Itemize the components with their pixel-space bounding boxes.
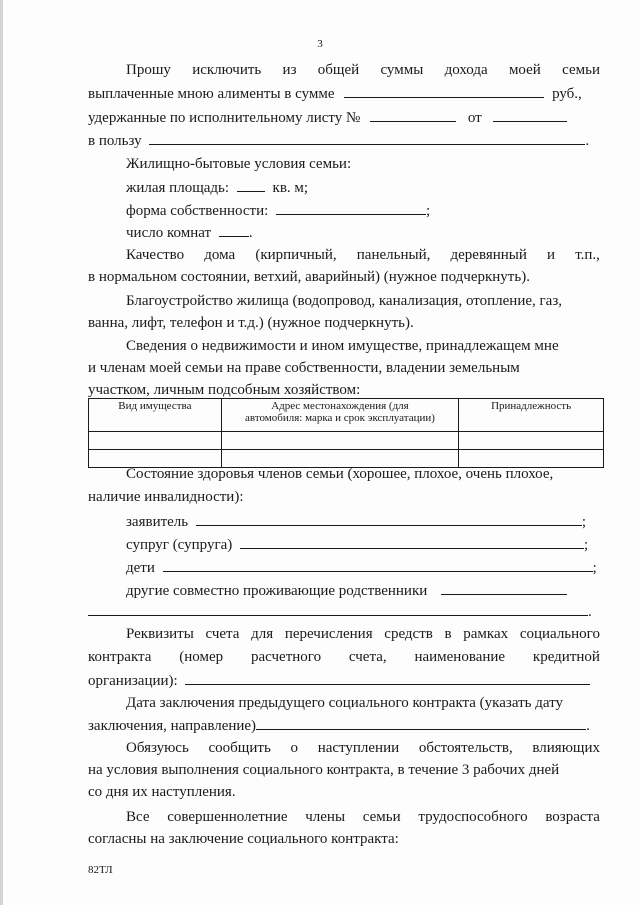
health-relatives-continuation: . bbox=[88, 602, 592, 621]
paragraph-word: дохода bbox=[444, 62, 488, 78]
page-number: 3 bbox=[317, 38, 323, 50]
paragraph-word: контракта bbox=[88, 649, 152, 665]
obligation-line-2: на условия выполнения социального контракта, в течение 3 рабочих дней bbox=[88, 762, 560, 778]
paragraph-word: (кирпичный, bbox=[255, 247, 337, 263]
property-line-2: и членам моей семьи на праве собственности, владении земельным bbox=[88, 360, 520, 376]
paragraph-word: счета, bbox=[348, 649, 387, 665]
consent-line-1 bbox=[126, 808, 600, 826]
rooms-line: число комнат . bbox=[126, 225, 253, 241]
consent-line-2: согласны на заключение социального контракта: bbox=[88, 831, 399, 847]
obligation-line-1 bbox=[126, 739, 600, 757]
writ-number-field[interactable] bbox=[370, 108, 456, 122]
paragraph-word: возраста bbox=[545, 809, 600, 825]
writ-date-field[interactable] bbox=[493, 108, 567, 122]
house-quality-line-1 bbox=[126, 246, 600, 264]
paragraph-word: наименование bbox=[414, 649, 506, 665]
property-table bbox=[88, 398, 604, 468]
paragraph-word: трудоспособного bbox=[418, 809, 528, 825]
living-area-line: жилая площадь: кв. м; bbox=[126, 180, 309, 196]
paragraph-word: кредитной bbox=[532, 649, 600, 665]
property-type-header: Вид имущества bbox=[89, 399, 222, 432]
footer-code: 82ТЛ bbox=[88, 864, 113, 876]
paragraph-word: Качество bbox=[126, 247, 185, 263]
paragraph-word: расчетного bbox=[250, 649, 322, 665]
health-relatives-line: другие совместно проживающие родственники bbox=[126, 581, 567, 600]
living-area-field[interactable] bbox=[237, 178, 265, 192]
health-children-line: дети ; bbox=[126, 560, 597, 576]
rooms-field[interactable] bbox=[219, 223, 249, 237]
house-quality-line-2: в нормальном состоянии, ветхий, аварийный) (нужное подчеркнуть). bbox=[88, 269, 530, 285]
paragraph-word: деревянный bbox=[450, 247, 527, 263]
table-row bbox=[89, 432, 604, 450]
paragraph-word: социального bbox=[519, 626, 600, 642]
paragraph-word: моей bbox=[508, 62, 541, 78]
previous-contract-line-1: Дата заключения предыдущего социального контракта (указать дату bbox=[126, 695, 563, 711]
property-line-1: Сведения о недвижимости и ином имуществе, принадлежащем мне bbox=[126, 338, 559, 354]
applicant-health-field[interactable] bbox=[196, 512, 582, 526]
paragraph-word: Все bbox=[126, 809, 150, 825]
paragraph-word: обстоятельств, bbox=[418, 740, 513, 756]
spouse-health-field[interactable] bbox=[240, 535, 584, 549]
health-spouse-line: супруг (супруга) ; bbox=[126, 537, 589, 553]
alimony-amount-field[interactable] bbox=[344, 84, 544, 98]
paragraph-word: совершеннолетние bbox=[167, 809, 288, 825]
paragraph-word: о bbox=[290, 740, 298, 756]
paragraph-word: и bbox=[547, 247, 556, 263]
account-details-line-2 bbox=[88, 648, 600, 666]
paragraph-word: панельный, bbox=[356, 247, 431, 263]
relatives-health-field-continued[interactable] bbox=[88, 602, 588, 616]
paragraph-word: в bbox=[444, 626, 452, 642]
children-health-field[interactable] bbox=[163, 558, 593, 572]
property-address-header: Адрес местонахождения (для автомобиля: марка и срок эксплуатации) bbox=[221, 399, 458, 432]
property-address-cell[interactable] bbox=[221, 432, 458, 450]
paragraph-word: Реквизиты bbox=[126, 626, 194, 642]
page-edge bbox=[0, 0, 3, 905]
paragraph-word: Прошу bbox=[126, 62, 171, 78]
account-details-line-1 bbox=[126, 625, 600, 643]
health-line-1: Состояние здоровья членов семьи (хорошее, плохое, очень плохое, bbox=[126, 466, 554, 482]
health-applicant-line: заявитель ; bbox=[126, 514, 587, 530]
paragraph-word: члены bbox=[305, 809, 346, 825]
account-details-line-3: организации): bbox=[88, 671, 590, 690]
paragraph-word: дома bbox=[204, 247, 236, 263]
paragraph-word: (номер bbox=[179, 649, 224, 665]
paragraph-word: т.п., bbox=[575, 247, 600, 263]
paragraph-word: перечисления bbox=[284, 626, 373, 642]
health-line-2: наличие инвалидности): bbox=[88, 489, 244, 505]
paragraph-word: для bbox=[251, 626, 274, 642]
paragraph-word: сообщить bbox=[208, 740, 271, 756]
paragraph-word: исключить bbox=[192, 62, 262, 78]
property-table-header bbox=[89, 399, 604, 432]
ownership-line: форма собственности: ; bbox=[126, 203, 431, 219]
paragraph-word: семьи bbox=[362, 809, 401, 825]
obligation-line-3: со дня их наступления. bbox=[88, 784, 236, 800]
alimony-paragraph-line-2: выплаченные мною алименты в сумме руб., bbox=[88, 86, 582, 102]
relatives-health-field[interactable] bbox=[441, 581, 567, 595]
account-details-field[interactable] bbox=[185, 671, 590, 685]
property-owner-header: Принадлежность bbox=[459, 399, 604, 432]
property-owner-cell[interactable] bbox=[459, 432, 604, 450]
alimony-paragraph-line-1 bbox=[126, 61, 600, 79]
previous-contract-line-2: заключения, направление) . bbox=[88, 718, 590, 734]
amenities-line-1: Благоустройство жилища (водопровод, канализация, отопление, газ, bbox=[126, 293, 562, 309]
alimony-paragraph-line-4: в пользу . bbox=[88, 133, 590, 149]
paragraph-word: Обязуюсь bbox=[126, 740, 189, 756]
paragraph-word: из bbox=[282, 62, 297, 78]
paragraph-word: общей bbox=[317, 62, 360, 78]
paragraph-word: рамках bbox=[463, 626, 509, 642]
paragraph-word: счета bbox=[205, 626, 240, 642]
amenities-line-2: ванна, лифт, телефон и т.д.) (нужное подчеркнуть). bbox=[88, 315, 414, 331]
paragraph-word: семьи bbox=[562, 62, 600, 78]
property-type-cell[interactable] bbox=[89, 432, 222, 450]
paragraph-word: средств bbox=[384, 626, 433, 642]
living-conditions-heading: Жилищно-бытовые условия семьи: bbox=[126, 156, 352, 172]
alimony-paragraph-line-3: удержанные по исполнительному листу № от bbox=[88, 108, 567, 127]
alimony-recipient-field[interactable] bbox=[149, 131, 585, 145]
property-line-3: участком, личным подсобным хозяйством: bbox=[88, 382, 361, 398]
paragraph-word: влияющих bbox=[532, 740, 600, 756]
paragraph-word: суммы bbox=[380, 62, 424, 78]
ownership-field[interactable] bbox=[276, 201, 426, 215]
paragraph-word: наступлении bbox=[317, 740, 400, 756]
previous-contract-field[interactable] bbox=[256, 716, 586, 730]
